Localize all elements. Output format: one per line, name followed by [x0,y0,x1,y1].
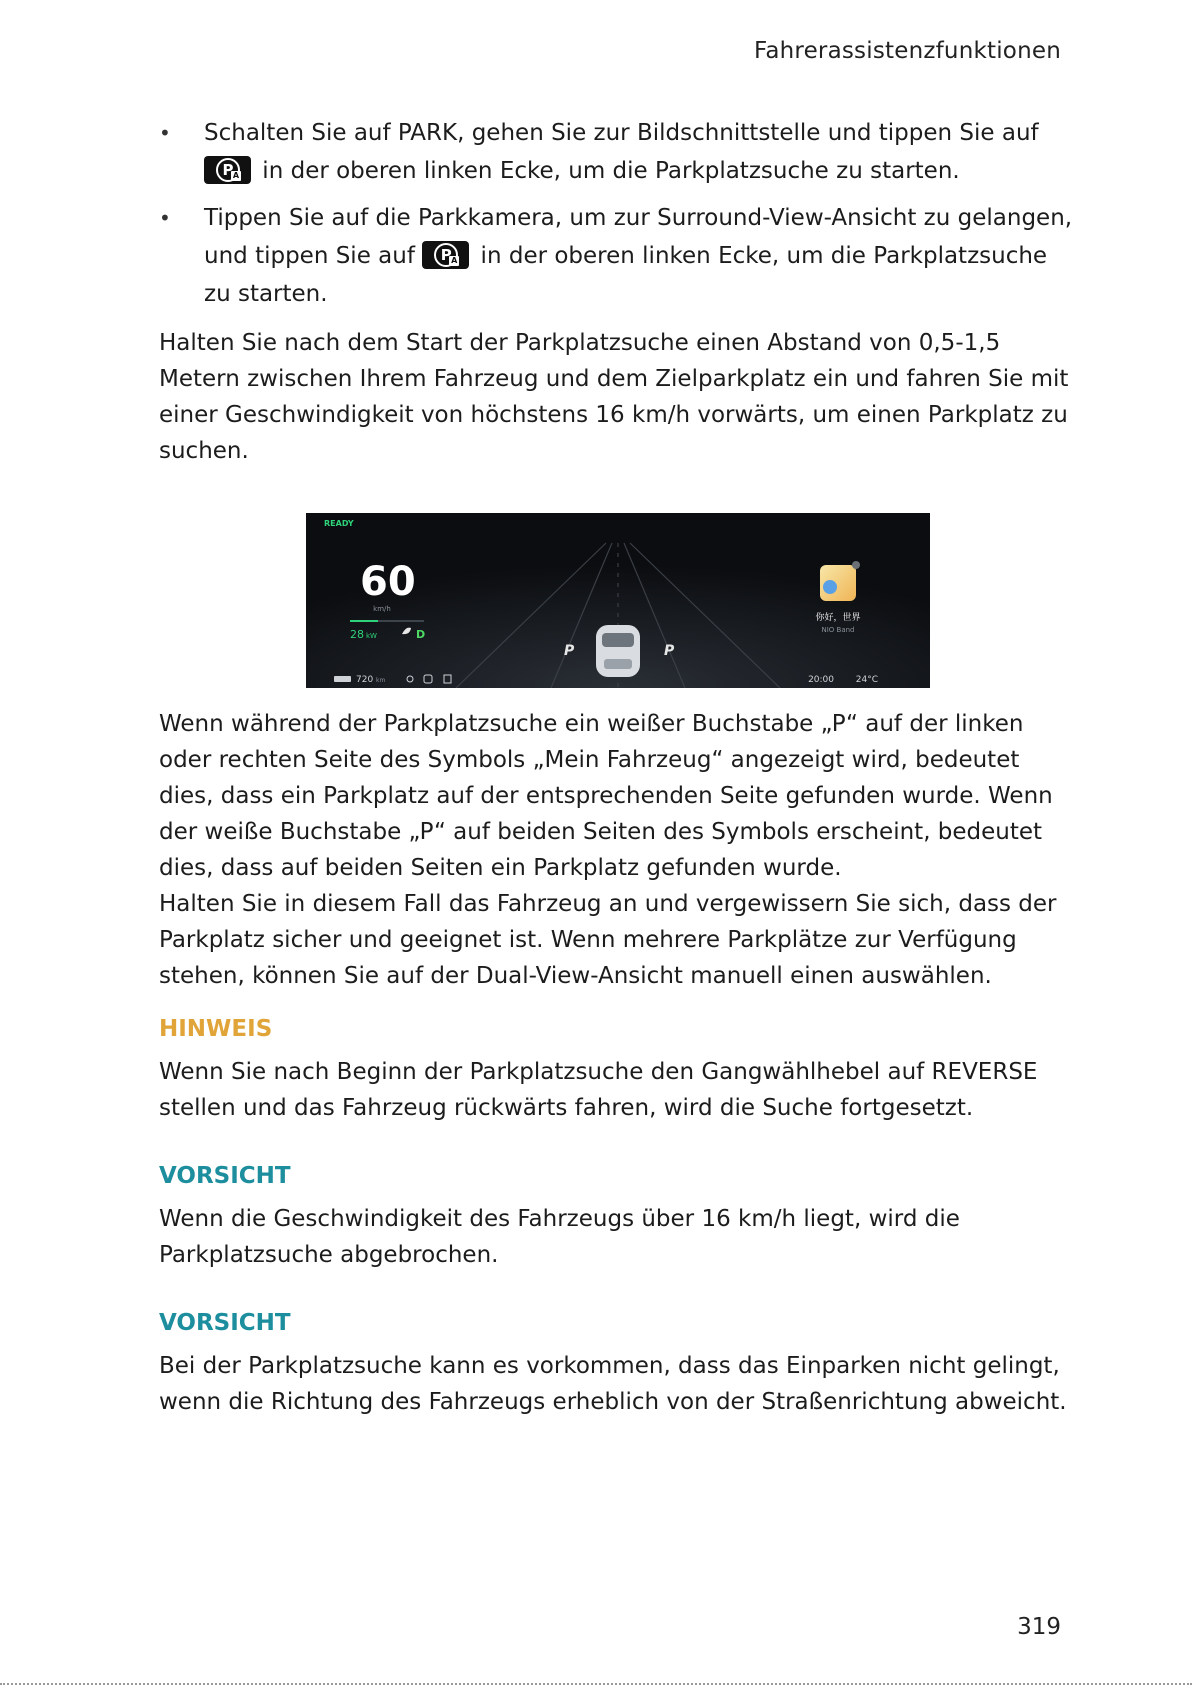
notification-dot [852,561,860,569]
paragraph-stop-vehicle: Halten Sie in diesem Fall das Fahrzeug an und vergewissern Sie sich, dass der Parkplatz sicher und geeignet ist. Wenn mehrere Parkplätze zur Verfügung stehen, können Sie auf der Dual-View-Ansicht manuell einen auswählen. [159,891,1057,989]
power-readout: 28 [350,628,364,641]
paragraph-search-distance: Halten Sie nach dem Start der Parkplatzsuche einen Abstand von 0,5-1,5 Metern zwischen Ihrem Fahrzeug und dem Zielparkplatz ein und fahren Sie mit einer Geschwindigkeit von höchstens 16 km/h vorwärts, um einen Parkplatz zu suchen. [159,330,1069,464]
section-title: Fahrerassistenzfunktionen [754,38,1061,64]
album-art-circle [823,580,837,594]
outside-temperature: 24°C [855,675,878,685]
gear-indicator: D [416,628,426,641]
cluster-display [306,513,930,688]
power-bar-fill [350,620,378,622]
bullet-text-before: Schalten Sie auf PARK, gehen Sie zur Bildschnittstelle und tippen Sie auf [204,120,1039,146]
bullet-text-after: in der oberen linken Ecke, um die Parkplatzsuche zu starten. [204,243,1048,307]
car-icon [596,625,640,677]
caution-text: Bei der Parkplatzsuche kann es vorkommen, dass das Einparken nicht gelingt, wenn die Richtung des Fahrzeugs erheblich von der Straßenrichtung abweicht. [159,1353,1067,1415]
parking-marker-right: P [664,643,675,659]
note-heading: HINWEIS [159,1016,273,1042]
caution-heading: VORSICHT [159,1163,291,1189]
parking-assist-icon [204,156,251,184]
bullet-text-before: Tippen Sie auf die Parkkamera, um zur Surround-View-Ansicht zu gelangen, und tippen Sie auf [204,205,1073,269]
parking-marker-left: P [564,643,575,659]
ready-indicator: READY [324,519,354,528]
paragraph-p-marker: Wenn während der Parkplatzsuche ein weißer Buchstabe „P“ auf der linken oder rechten Seite des Symbols „Mein Fahrzeug“ angezeigt wird, bedeutet dies, dass ein Parkplatz auf der entsprechenden Seite gefunden wurde. Wenn der weiße Buchstabe „P“ auf beiden Seiten des Symbols erscheint, bedeutet dies, dass auf beiden Seiten ein Parkplatz gefunden wurde. [159,711,1053,881]
speed-readout: 60 [360,559,416,605]
song-title: 你好，世界 [815,613,861,623]
list-item [159,199,1079,313]
parking-assist-icon [422,241,469,269]
range-unit: km [376,677,386,684]
speed-unit: km/h [373,605,391,613]
page-number: 319 [1017,1614,1061,1640]
instruction-list [159,114,1079,313]
clock: 20:00 [808,675,834,685]
power-unit: kW [366,632,377,640]
page-content [159,114,1079,1420]
note-text: Wenn Sie nach Beginn der Parkplatzsuche den Gangwählhebel auf REVERSE stellen und das Fahrzeug rückwärts fahren, wird die Suche fortgesetzt. [159,1059,1038,1121]
caution-heading: VORSICHT [159,1310,291,1336]
range-readout: 720 [356,675,374,685]
caution-text: Wenn die Geschwindigkeit des Fahrzeugs über 16 km/h liegt, wird die Parkplatzsuche abgebrochen. [159,1206,960,1268]
artist-name: NIO Band [821,626,855,634]
battery-icon [334,676,351,682]
instrument-cluster-screenshot [306,513,930,688]
list-item [159,114,1079,190]
bullet-text-after: in der oberen linken Ecke, um die Parkplatzsuche zu starten. [255,158,960,184]
